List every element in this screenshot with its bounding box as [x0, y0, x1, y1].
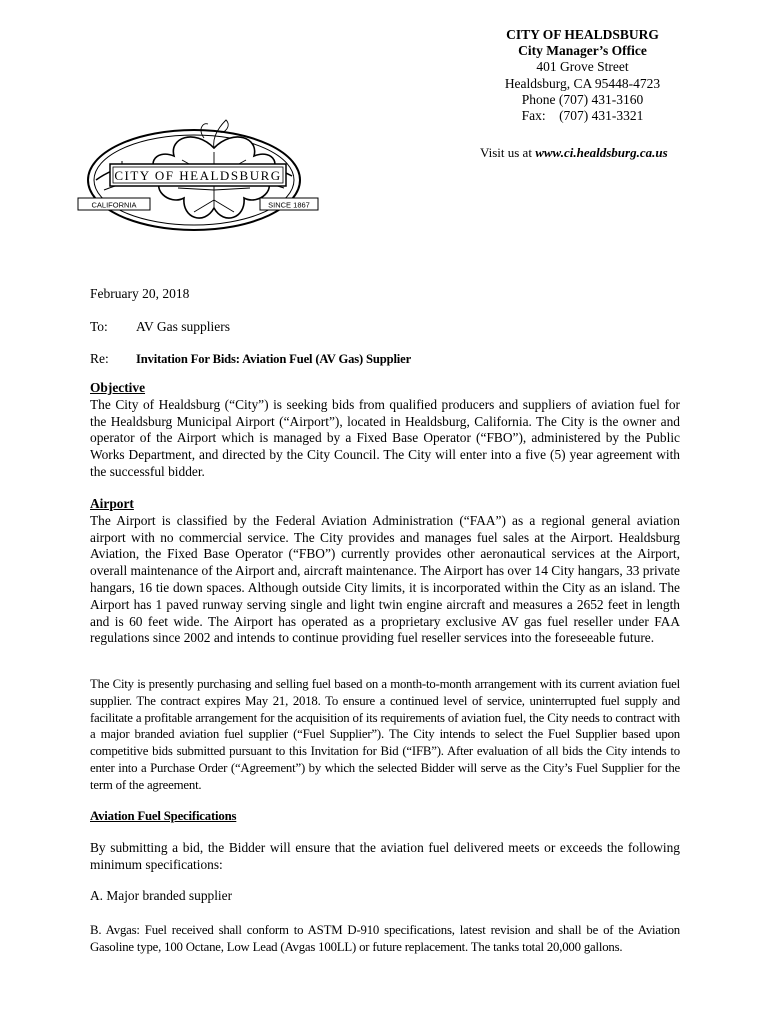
- visit-prefix: Visit us at: [480, 145, 536, 160]
- specs-intro-block: [90, 840, 680, 874]
- specs-section: [90, 808, 680, 825]
- letter-date: February 20, 2018: [90, 286, 190, 301]
- objective-heading: Objective: [90, 380, 146, 395]
- spec-a-block: [90, 888, 680, 905]
- website-line: [480, 145, 690, 161]
- spec-b: B. Avgas: Fuel received shall conform to ASTM D-910 specifications, latest revision and shall be of the Aviation Gasoline type, 100 Octane, Low Lead (Avgas 100LL) or future replacement. The tanks total 20,000 gallons.: [90, 923, 680, 954]
- fax-number: Fax: (707) 431-3321: [521, 108, 644, 124]
- airport-heading: Airport: [90, 496, 134, 511]
- website-link[interactable]: www.ci.healdsburg.ca.us: [535, 145, 668, 160]
- re-label: Re:: [90, 351, 109, 366]
- to-value: AV Gas suppliers: [136, 319, 231, 334]
- spec-a: A. Major branded supplier: [90, 888, 233, 903]
- city-name: CITY OF HEALDSBURG: [506, 27, 659, 42]
- street-address: 401 Grove Street: [536, 59, 629, 75]
- logo-banner-text: CITY OF HEALDSBURG: [114, 168, 282, 183]
- re-line: [90, 351, 411, 367]
- logo-left-tag: CALIFORNIA: [91, 200, 137, 210]
- city-state-zip: Healdsburg, CA 95448-4723: [504, 75, 661, 91]
- logo-right-tag: SINCE 1867: [268, 200, 310, 210]
- spec-b-block: [90, 922, 680, 956]
- specs-heading: Aviation Fuel Specifications: [90, 809, 237, 823]
- grape-leaf-icon: [74, 108, 332, 263]
- contract-paragraph: The City is presently purchasing and selling fuel based on a month-to-month arrangement with its current aviation fuel supplier. The contract expires May 21, 2018. To ensure a continued level of service, uninterrupted fuel supply and facilitate a profitable arrangement for the acquisition of its requirements of aviation fuel, the City needs to contract with a major branded aviation fuel supplier (“Fuel Supplier”). The City intends to select the Fuel Supplier based upon competitive bids submitted pursuant to this Invitation for Bid (“IFB”). After evaluation of all bids the City intends to enter into a Purchase Order (“Agreement”) by which the selected Bidder will serve as the City’s Fuel Supplier for the term of the agreement.: [90, 677, 680, 792]
- objective-paragraph: The City of Healdsburg (“City”) is seeking bids from qualified producers and suppliers of aviation fuel for the Healdsburg Municipal Airport (“Airport”), located in Healdsburg, California. The City is the owner and operator of the Airport which is managed by a Fixed Base Operator (“FBO”), administered by the Public Works Department, and directed by the City Council. The City will enter into a five (5) year agreement with the successful bidder.: [90, 396, 680, 479]
- to-label: To:: [90, 319, 108, 334]
- contract-section: [90, 676, 680, 794]
- phone-number: Phone (707) 431-3160: [521, 91, 644, 107]
- letterhead: [470, 27, 695, 124]
- specs-intro: By submitting a bid, the Bidder will ensure that the aviation fuel delivered meets or exceeds the following minimum specifications:: [90, 840, 680, 872]
- airport-paragraph: The Airport is classified by the Federal Aviation Administration (“FAA”) as a regional general aviation airport with no commercial service. The City provides and manages fuel sales at the Airport. Healdsburg Aviation, the Fixed Base Operator (“FBO”) currently provides other aeronautical services at the Airport, overall maintenance of the Airport and, aircraft maintenance. The Airport has over 14 City hangars, 33 private hangars, 16 tie down spaces. Although outside City limits, it is incorporated within the City as an island. The Airport has 1 paved runway serving single and light twin engine aircraft and measures a 2652 feet in length and is 60 feet wide. The Airport has operated as a proprietary exclusive AV gas fuel reseller under FAA regulations since 2002 and intends to continue providing fuel reseller services into the foreseeable future.: [90, 512, 680, 646]
- city-logo: [74, 108, 332, 263]
- re-subject: Invitation For Bids: Aviation Fuel (AV Gas) Supplier: [136, 352, 412, 366]
- to-line: [90, 319, 230, 335]
- airport-section: [90, 496, 680, 647]
- office-name: City Manager’s Office: [518, 43, 647, 59]
- objective-section: [90, 380, 680, 481]
